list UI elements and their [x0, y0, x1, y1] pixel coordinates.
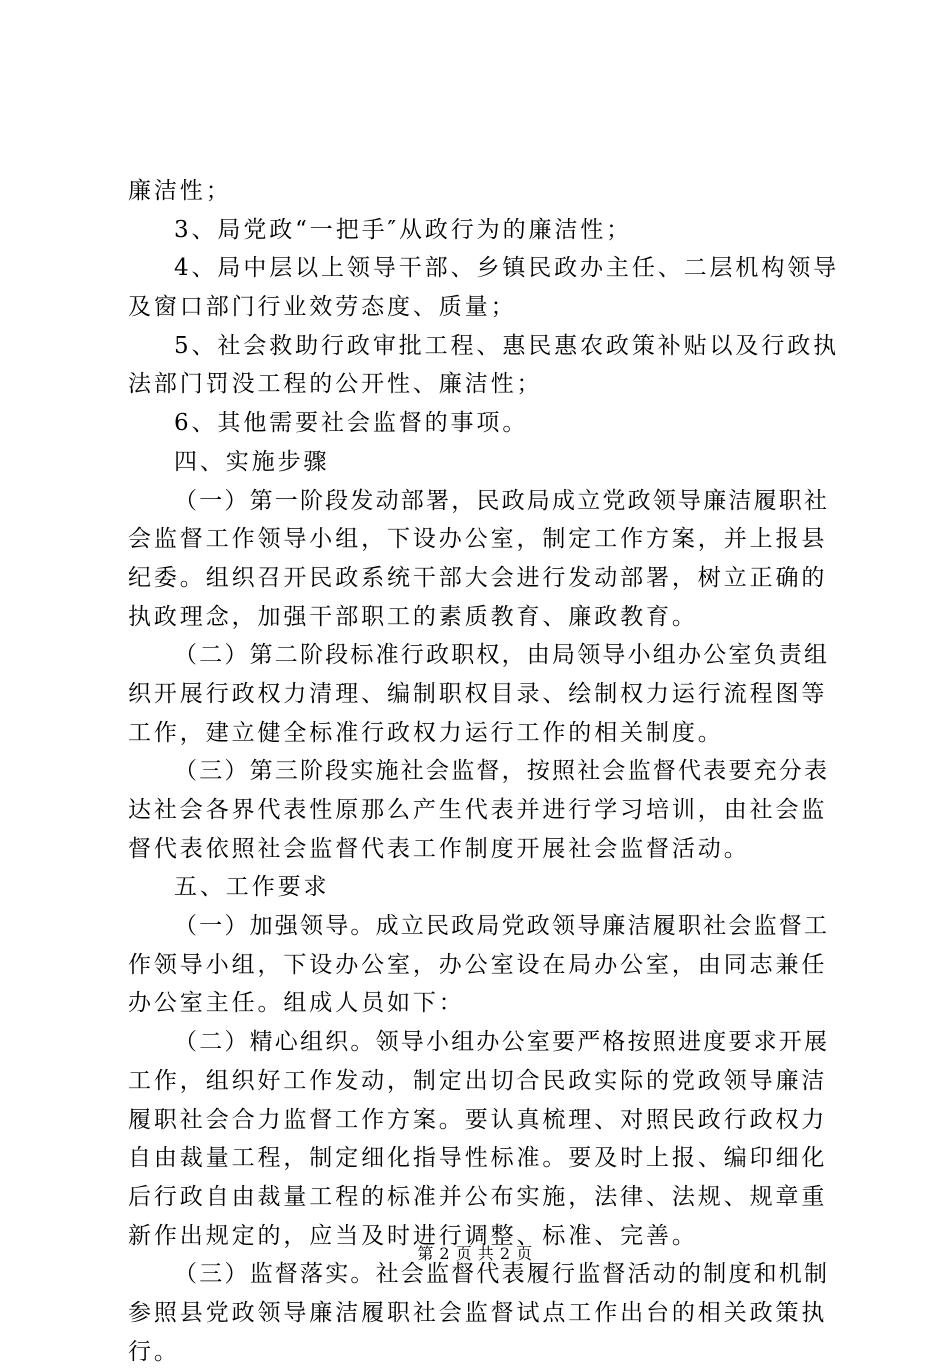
text-line: 行。	[128, 1338, 180, 1365]
text-line: 参照县党政领导廉洁履职社会监督试点工作出台的相关政策执	[128, 1299, 828, 1326]
text-line: 5、社会救助行政审批工程、惠民惠农政策补贴以及行政执	[174, 332, 840, 359]
text-line: 廉洁性；	[128, 178, 232, 204]
text-line: 办公室主任。组成人员如下：	[128, 990, 465, 1017]
text-line: （二）精心组织。领导小组办公室要严格按照进度要求开展	[174, 1029, 830, 1056]
text-line: 法部门罚没工程的公开性、廉洁性；	[128, 371, 543, 398]
text-line: 新作出规定的，应当及时进行调整、标准、完善。	[128, 1222, 698, 1249]
text-line: 纪委。组织召开民政系统干部大会进行发动部署，树立正确的	[128, 564, 828, 591]
text-line: （一）加强领导。成立民政局党政领导廉洁履职社会监督工	[174, 913, 830, 940]
text-line: 及窗口部门行业效劳态度、质量；	[128, 294, 517, 321]
text-line: （三）监督落实。社会监督代表履行监督活动的制度和机制	[174, 1261, 830, 1288]
text-line: 达社会各界代表性原那么产生代表并进行学习培训，由社会监	[128, 797, 828, 823]
text-line: 自由裁量工程，制定细化指导性标准。要及时上报、编印细化	[128, 1145, 828, 1172]
section-heading: 五、工作要求	[174, 874, 330, 901]
text-line: 督代表依照社会监督代表工作制度开展社会监督活动。	[128, 835, 750, 862]
text-line: （二）第二阶段标准行政职权，由局领导小组办公室负责组	[174, 642, 830, 669]
text-line: （三）第三阶段实施社会监督，按照社会监督代表要充分表	[174, 758, 830, 785]
text-line: （一）第一阶段发动部署，民政局成立党政领导廉洁履职社	[174, 487, 830, 514]
text-line: 工作，建立健全标准行政权力运行工作的相关制度。	[128, 719, 724, 746]
text-line: 执政理念，加强干部职工的素质教育、廉政教育。	[128, 603, 698, 630]
document-body	[128, 172, 840, 1371]
text-line: 履职社会合力监督工作方案。要认真梳理、对照民政行政权力	[128, 1106, 828, 1133]
text-line: 作领导小组，下设办公室，办公室设在局办公室，由同志兼任	[128, 951, 828, 978]
text-line: 后行政自由裁量工程的标准并公布实施，法律、法规、规章重	[128, 1183, 828, 1210]
page-number-footer: 第 2 页 共 2 页	[417, 1244, 533, 1263]
section-heading: 四、实施步骤	[174, 448, 330, 475]
text-line: 3、局党政“一把手″从政行为的廉洁性；	[174, 216, 633, 243]
text-line: 织开展行政权力清理、编制职权目录、绘制权力运行流程图等	[128, 680, 828, 707]
text-line: 6、其他需要社会监督的事项。	[174, 410, 529, 437]
text-line: 工作，组织好工作发动，制定出切合民政实际的党政领导廉洁	[128, 1067, 828, 1094]
text-line: 会监督工作领导小组，下设办公室，制定工作方案，并上报县	[128, 526, 828, 553]
text-line: 4、局中层以上领导干部、乡镇民政办主任、二层机构领导	[174, 255, 840, 282]
